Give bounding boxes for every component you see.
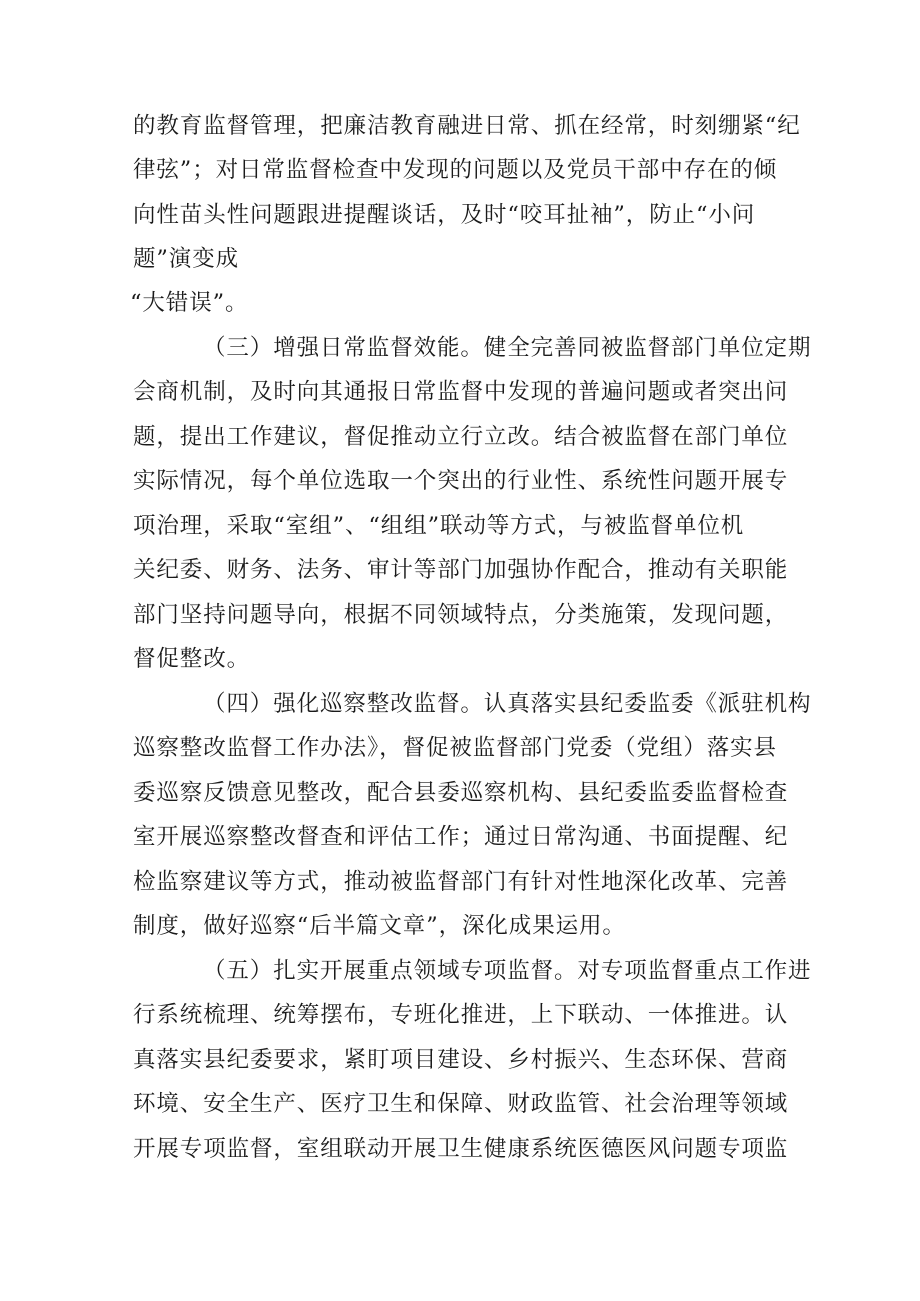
text-line: 督促整改。 <box>133 646 251 672</box>
text-line: 题”演变成 <box>133 246 240 272</box>
paragraph-heading-line: （三）增强日常监督效能。健全完善同被监督部门单位定期 <box>203 335 812 361</box>
text-line: 向性苗头性问题跟进提醒谈话，及时“咬耳扯袖”，防止“小问 <box>133 202 756 228</box>
text-line: 项治理，采取“室组”、“组组”联动等方式，与被监督单位机 <box>133 513 745 539</box>
text-line: 实际情况，每个单位选取一个突出的行业性、系统性问题开展专 <box>133 468 789 494</box>
text-line: 制度，做好巡察“后半篇文章”，深化成果运用。 <box>133 913 626 939</box>
text-line: 会商机制，及时向其通报日常监督中发现的普遍问题或者突出问 <box>133 379 789 405</box>
text-line: 关纪委、财务、法务、审计等部门加强协作配合，推动有关职能 <box>133 557 789 583</box>
text-line: 题，提出工作建议，督促推动立行立改。结合被监督在部门单位 <box>133 424 789 450</box>
text-line: “大错误”。 <box>130 290 249 316</box>
text-line: 真落实县纪委要求，紧盯项目建设、乡村振兴、生态环保、营商 <box>133 1047 789 1073</box>
text-line: 开展专项监督，室组联动开展卫生健康系统医德医风问题专项监 <box>133 1136 789 1162</box>
text-line: 律弦”；对日常监督检查中发现的问题以及党员干部中存在的倾 <box>133 157 778 183</box>
text-line: 检监察建议等方式，推动被监督部门有针对性地深化改革、完善 <box>133 869 789 895</box>
text-line: 部门坚持问题导向，根据不同领域特点，分类施策，发现问题， <box>133 602 789 628</box>
paragraph-heading-line: （五）扎实开展重点领域专项监督。对专项监督重点工作进 <box>203 958 812 984</box>
text-line: 环境、安全生产、医疗卫生和保障、财政监管、社会治理等领域 <box>133 1091 789 1117</box>
text-line: 室开展巡察整改督查和评估工作；通过日常沟通、书面提醒、纪 <box>133 824 789 850</box>
text-line: 委巡察反馈意见整改，配合县委巡察机构、县纪委监委监督检查 <box>133 780 789 806</box>
text-line: 巡察整改监督工作办法》，督促被监督部门党委（党组）落实县 <box>133 735 777 761</box>
text-line: 的教育监督管理，把廉洁教育融进日常、抓在经常，时刻绷紧“纪 <box>133 113 801 139</box>
text-line: 行系统梳理、统筹摆布，专班化推进，上下联动、一体推进。认 <box>133 1002 789 1028</box>
paragraph-heading-line: （四）强化巡察整改监督。认真落实县纪委监委《派驻机构 <box>203 691 812 717</box>
